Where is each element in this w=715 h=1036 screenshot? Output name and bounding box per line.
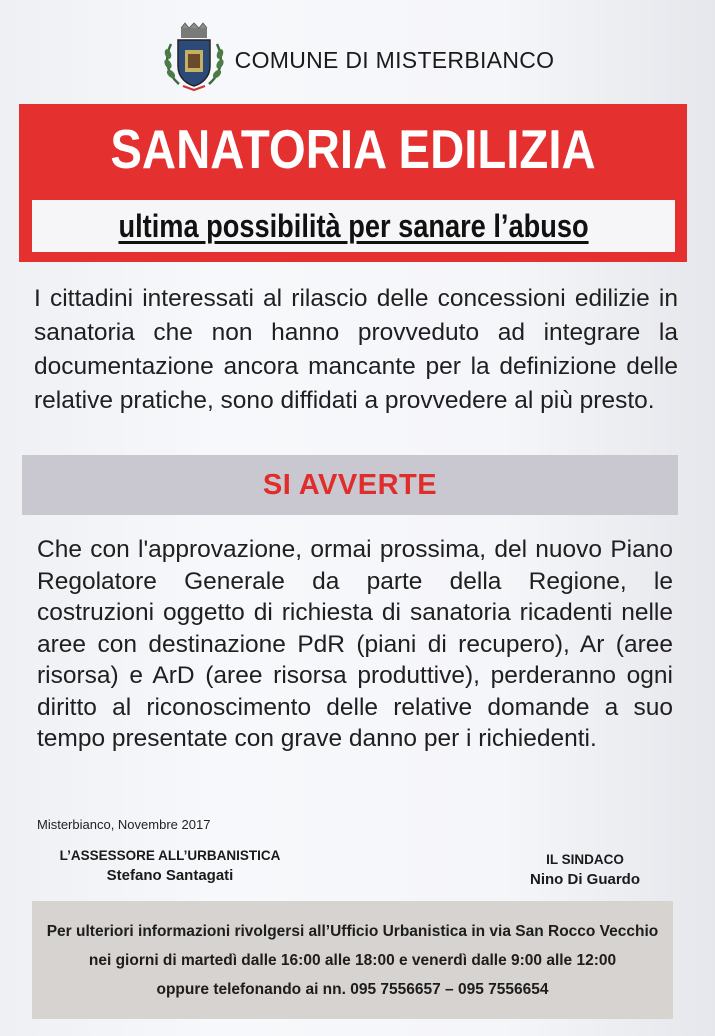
body-paragraph: Che con l'approvazione, ormai prossima, del nuovo Piano Regolatore Generale da parte della Regione, le costruzioni oggetto di richiesta di sanatoria ricadenti nelle aree con destinazione PdR (piani di recupero), Ar (aree risorsa) e ArD (aree risorsa produttive), perderanno ogni diritto al riconoscimento delle relative domande a suo tempo presentate con grave danno per i richiedenti. xyxy=(37,536,673,752)
assessor-name: Stefano Santagati xyxy=(106,867,234,884)
info-office-line: Per ulteriori informazioni rivolgersi all’Ufficio Urbanistica in via San Rocco Vecchio xyxy=(46,922,659,940)
warning-banner xyxy=(22,455,678,515)
info-phone-line: oppure telefonando ai nn. 095 7556657 – 095 7556654 xyxy=(156,980,549,998)
notice-subtitle: ultima possibilità per sanare l’abuso xyxy=(118,207,589,244)
warning-heading: SI AVVERTE xyxy=(262,468,438,501)
mayor-role: IL SINDACO xyxy=(546,852,624,867)
signature-mayor xyxy=(500,852,670,888)
municipal-crest-icon xyxy=(161,22,227,92)
subtitle-box xyxy=(32,200,675,252)
title-banner xyxy=(19,104,687,262)
date-line: Misterbianco, Novembre 2017 xyxy=(37,817,211,832)
notice-title: SANATORIA EDILIZIA xyxy=(110,118,596,180)
municipality-name: COMUNE DI MISTERBIANCO xyxy=(234,46,555,73)
info-box xyxy=(32,901,673,1019)
info-hours-line: nei giorni di martedì dalle 16:00 alle 18:00 e venerdì dalle 9:00 alle 12:00 xyxy=(88,951,617,969)
signature-assessor xyxy=(40,848,300,884)
header xyxy=(0,22,715,92)
mayor-name: Nino Di Guardo xyxy=(530,871,640,888)
intro-paragraph: I cittadini interessati al rilascio delle concessioni edilizie in sanatoria che non hanno provveduto ad integrare la documentazione ancora mancante per la definizione delle relative pratiche, sono diffidati a provvedere al più presto. xyxy=(34,285,678,414)
assessor-role: L’ASSESSORE ALL’URBANISTICA xyxy=(59,848,281,863)
